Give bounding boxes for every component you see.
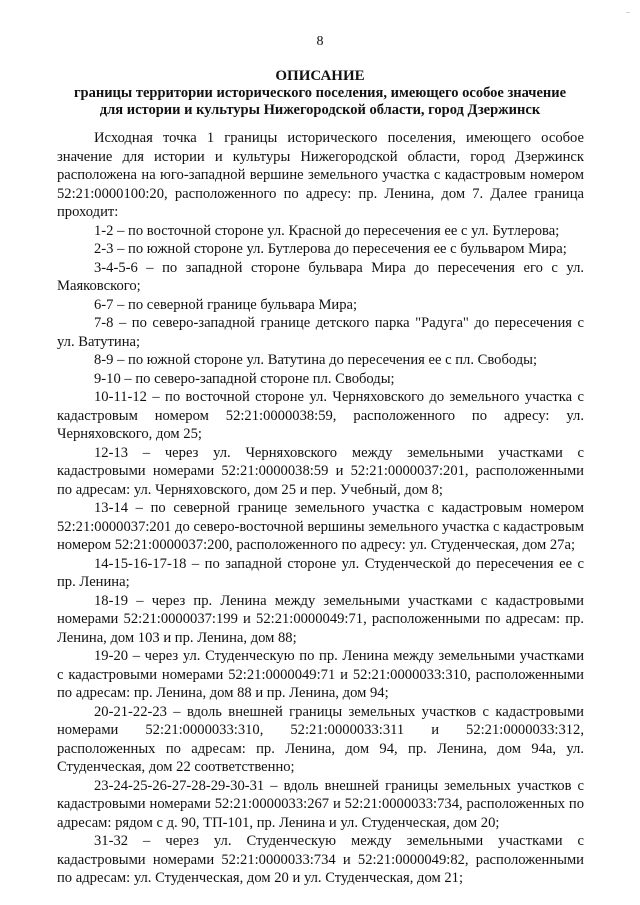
boundary-segment: 8-9 – по южной стороне ул. Ватутина до пересечения ее с пл. Свободы; bbox=[94, 352, 538, 368]
boundary-segment: 19-20 – через ул. Студенческую по пр. Ленина между земельными участками с кадастровыми номерами 52:21:0000049:71 и 52:21:0000033:310, расположенными по адресам: пр. Ленина, дом 88 и пр. Ленина, дом 94; bbox=[57, 648, 584, 701]
heading-line-1: границы территории исторического поселения, имеющего особое значение bbox=[73, 85, 567, 101]
boundary-segment: 14-15-16-17-18 – по западной стороне ул. Студенческой до пересечения ее с пр. Ленина; bbox=[57, 555, 584, 590]
boundary-segment: 3-4-5-6 – по западной стороне бульвара Мира до пересечения его с ул. Маяковского; bbox=[57, 259, 584, 294]
boundary-segment: 10-11-12 – по восточной стороне ул. Черняховского до земельного участка с кадастровым номером 52:21:0000038:59, расположенного по адресу: ул. Черняховского, дом 25; bbox=[57, 389, 584, 442]
boundary-segment: 6-7 – по северной границе бульвара Мира; bbox=[94, 296, 358, 313]
paragraph-intro: Исходная точка 1 границы исторического поселения, имеющего особое значение для истории и культуры Нижегородской области, город Дзержинск расположена на юго-западной вершине земельного участка с кадастровым номером 52:21:0000100:20, расположенного по адресу: пр. Ленина, дом 7. Далее граница проходит: bbox=[57, 130, 584, 220]
boundary-segment: 1-2 – по восточной стороне ул. Красной до пересечения ее с ул. Бутлерова; bbox=[94, 222, 560, 239]
document-heading bbox=[40, 68, 600, 119]
heading-line-2: для истории и культуры Нижегородской области, город Дзержинск bbox=[99, 102, 541, 118]
scan-mark: .. bbox=[626, 6, 630, 15]
boundary-segment: 13-14 – по северной границе земельного участка с кадастровым номером 52:21:0000037:201 до северо-восточной вершины земельного участка с кадастровым номером 52:21:0000037:200, расположенного по адресу: ул. Студенческая, дом 27а; bbox=[57, 500, 584, 553]
boundary-segment: 7-8 – по северо-западной границе детского парка "Радуга" до пересечения с ул. Ватутина; bbox=[57, 315, 584, 350]
boundary-segment: 23-24-25-26-27-28-29-30-31 – вдоль внешней границы земельных участков с кадастровыми номерами 52:21:0000033:267 и 52:21:0000033:734, расположенных по адресам: рядом с д. 90, ТП-101, пр. Ленина и ул. Студенческая, дом 20; bbox=[57, 777, 584, 831]
boundary-segment: 31-32 – через ул. Студенческую между земельными участками с кадастровыми номерами 52:21:0000033:734 и 52:21:0000049:82, расположенными по адресам: ул. Студенческая, дом 20 и ул. Студенческая, дом 21; bbox=[57, 833, 584, 886]
boundary-segment: 9-10 – по северо-западной стороне пл. Свободы; bbox=[94, 370, 395, 387]
document-body bbox=[57, 129, 584, 888]
boundary-segment: 12-13 – через ул. Черняховского между земельными участками с кадастровыми номерами 52:21:0000038:59 и 52:21:0000037:201, расположенными по адресам: ул. Черняховского, дом 25 и пер. Учебный, дом 8; bbox=[57, 444, 584, 498]
page-number: 8 bbox=[316, 34, 324, 49]
boundary-segment: 20-21-22-23 – вдоль внешней границы земельных участков с кадастровыми номерами 52:21:0000033:310, 52:21:0000033:311 и 52:21:0000033:312, расположенных по адресам: пр. Ленина, дом 94, пр. Ленина, дом 94а, ул. Студенческая, дом 22 соответственно; bbox=[57, 703, 584, 775]
boundary-segment: 18-19 – через пр. Ленина между земельными участками с кадастровыми номерами 52:21:0000037:199 и 52:21:0000049:71, расположенными по адресам: пр. Ленина, дом 103 и пр. Ленина, дом 88; bbox=[57, 592, 584, 646]
boundary-segment: 2-3 – по южной стороне ул. Бутлерова до пересечения ее с бульваром Мира; bbox=[94, 241, 567, 257]
heading-title: ОПИСАНИЕ bbox=[275, 68, 365, 84]
